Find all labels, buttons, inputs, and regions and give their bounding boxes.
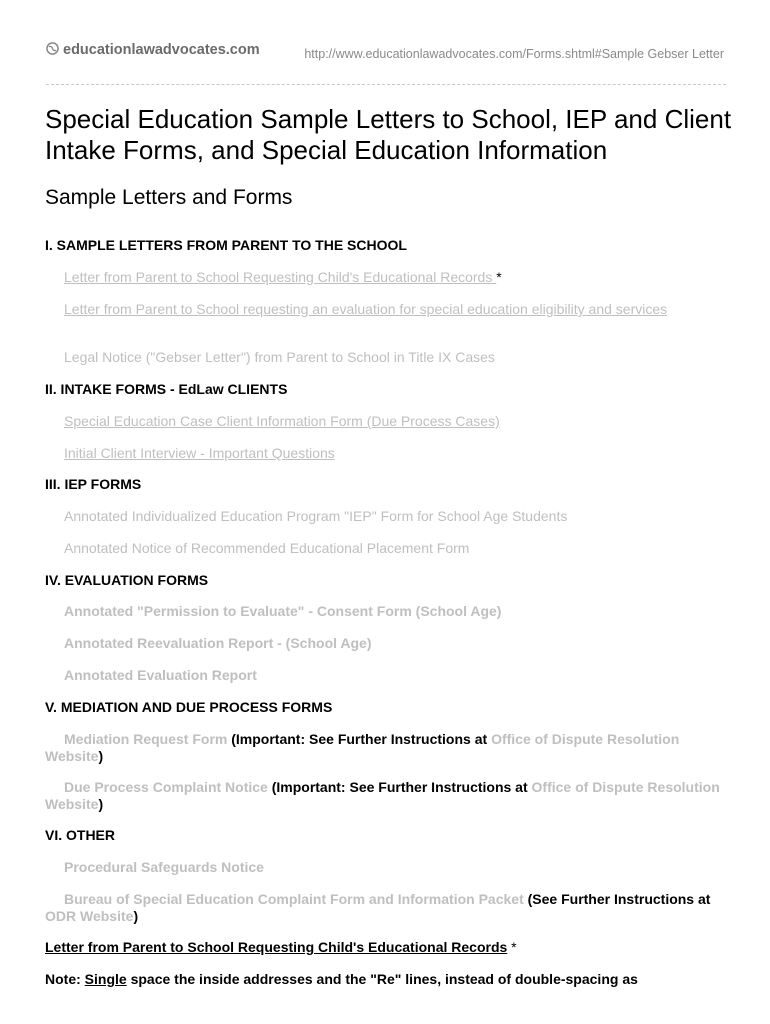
evaluation-report-item[interactable]: Annotated Evaluation Report bbox=[64, 667, 257, 683]
letter-records-link[interactable]: Letter from Parent to School Requesting Child's Educational Records bbox=[64, 269, 497, 285]
note-text: space the inside addresses and the "Re" lines, instead of double-spacing as bbox=[126, 971, 638, 987]
permission-evaluate-item[interactable]: Annotated "Permission to Evaluate" - Consent Form (School Age) bbox=[64, 603, 502, 619]
case-client-form-link[interactable]: Special Education Case Client Information Form (Due Process Cases) bbox=[64, 413, 500, 429]
initial-interview-link[interactable]: Initial Client Interview - Important Questions bbox=[64, 445, 335, 461]
list-item bbox=[45, 269, 725, 286]
letter-evaluation-link[interactable]: Letter from Parent to School requesting an evaluation for special education eligibility and services bbox=[64, 301, 668, 317]
note-line bbox=[45, 971, 735, 987]
list-item bbox=[45, 445, 725, 462]
close-paren: ) bbox=[98, 796, 104, 812]
site-name: educationlawadvocates.com bbox=[63, 42, 260, 58]
page-subtitle: Sample Letters and Forms bbox=[45, 186, 293, 209]
section-heading-intake: II. INTAKE FORMS - EdLaw CLIENTS bbox=[45, 381, 288, 397]
odr-website-link[interactable]: Office of Dispute Resolution Website bbox=[45, 779, 720, 812]
note-prefix: Note: bbox=[45, 971, 85, 987]
list-item bbox=[45, 413, 725, 430]
odr-short-link[interactable]: ODR Website bbox=[45, 908, 134, 924]
legal-notice-item[interactable]: Legal Notice ("Gebser Letter") from Parent to School in Title IX Cases bbox=[64, 349, 495, 365]
instruction-text: (Important: See Further Instructions at bbox=[227, 731, 492, 747]
section-heading-other: VI. OTHER bbox=[45, 827, 116, 843]
list-item bbox=[45, 731, 725, 765]
close-paren: ) bbox=[133, 908, 139, 924]
list-item bbox=[45, 891, 725, 925]
instruction-text: (Important: See Further Instructions at bbox=[267, 779, 532, 795]
page-title: Special Education Sample Letters to School, IEP and Client Intake Forms, and Special Education Information bbox=[45, 104, 732, 165]
mediation-request-link[interactable]: Mediation Request Form bbox=[64, 731, 228, 747]
globe-icon bbox=[46, 42, 59, 55]
letter-heading-text: Letter from Parent to School Requesting Child's Educational Records bbox=[45, 939, 508, 955]
bureau-complaint-link[interactable]: Bureau of Special Education Complaint Form and Information Packet bbox=[64, 891, 524, 907]
notice-placement-item[interactable]: Annotated Notice of Recommended Educational Placement Form bbox=[64, 540, 470, 556]
section-heading-evaluation: IV. EVALUATION FORMS bbox=[45, 572, 209, 588]
odr-website-link[interactable]: Office of Dispute Resolution Website bbox=[45, 731, 680, 764]
section-heading-letters: I. SAMPLE LETTERS FROM PARENT TO THE SCHOOL bbox=[45, 237, 407, 253]
section-heading-mediation: V. MEDIATION AND DUE PROCESS FORMS bbox=[45, 699, 333, 715]
safeguards-item[interactable]: Procedural Safeguards Notice bbox=[64, 859, 264, 875]
close-paren: ) bbox=[98, 748, 104, 764]
asterisk: * bbox=[496, 269, 502, 285]
page-header bbox=[46, 40, 726, 85]
list-item bbox=[45, 301, 725, 318]
list-item bbox=[45, 779, 725, 813]
page-url[interactable]: http://www.educationlawadvocates.com/Forms.shtml#Sample Gebser Letter bbox=[304, 47, 724, 61]
reevaluation-item[interactable]: Annotated Reevaluation Report - (School Age) bbox=[64, 635, 372, 651]
iep-form-item[interactable]: Annotated Individualized Education Program "IEP" Form for School Age Students bbox=[64, 508, 568, 524]
asterisk: * bbox=[507, 939, 517, 955]
instruction-text: (See Further Instructions at bbox=[523, 891, 711, 907]
site-brand[interactable] bbox=[46, 42, 260, 58]
letter-heading bbox=[45, 939, 735, 955]
due-process-link[interactable]: Due Process Complaint Notice bbox=[64, 779, 268, 795]
note-single: Single bbox=[84, 971, 127, 987]
section-heading-iep: III. IEP FORMS bbox=[45, 476, 142, 492]
